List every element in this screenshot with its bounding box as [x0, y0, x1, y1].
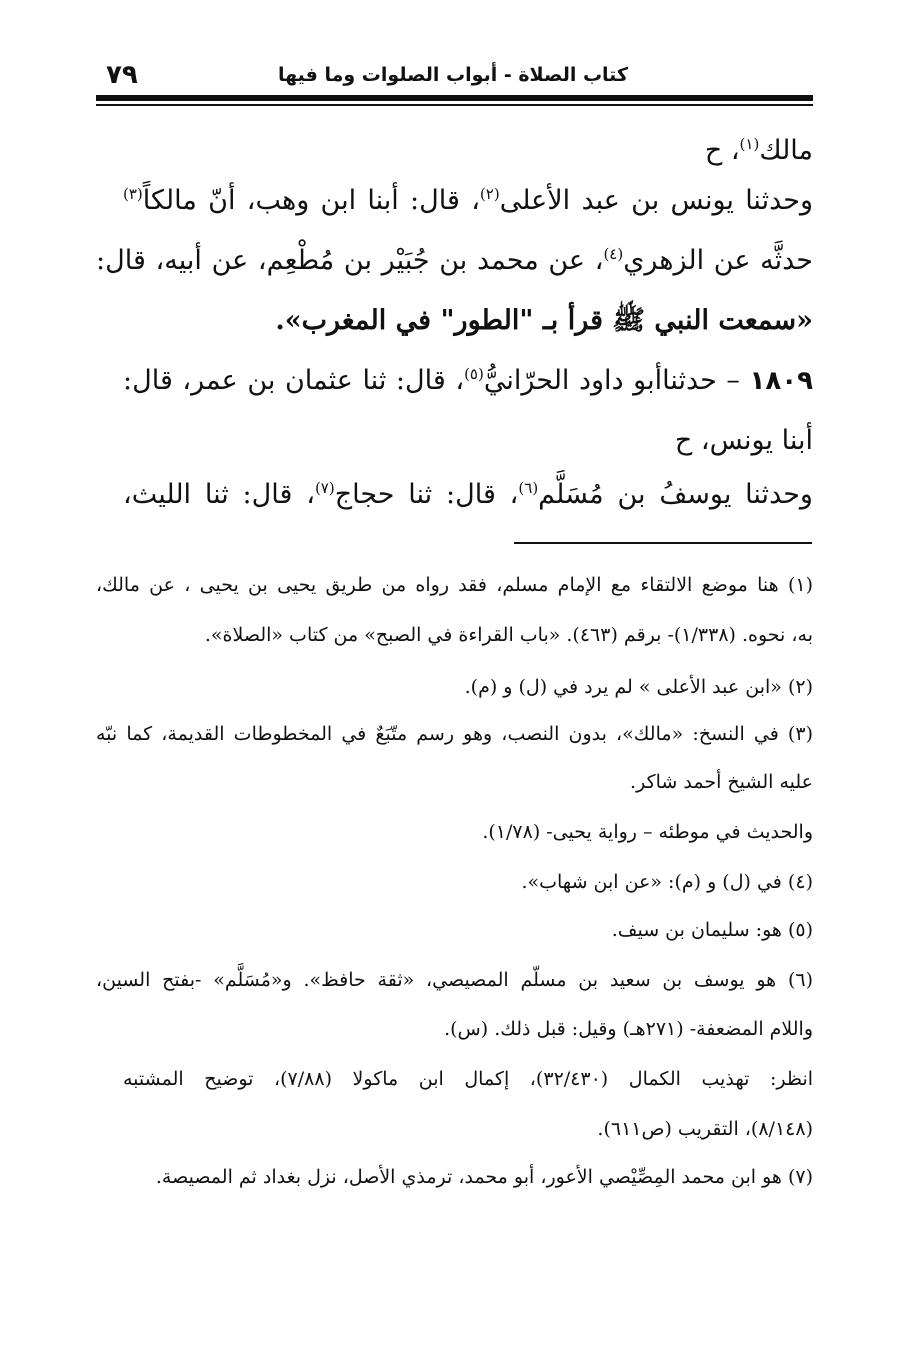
footnote-line: عليه الشيخ أحمد شاكر. — [630, 771, 813, 793]
footnote-line: واللام المضعفة- (٢٧١هـ) وقيل: قبل ذلك. (س). — [444, 1018, 813, 1040]
hadith-text: «سمعت النبي ﷺ قرأ بـ "الطور" في المغرب». — [275, 305, 813, 336]
page-header — [96, 58, 813, 96]
header-rule-thick — [96, 95, 813, 101]
footnote-line: (٣) في النسخ: «مالك»، بدون النصب، وهو رسم متّبَعٌ في المخطوطات القديمة، كما نبّه — [96, 723, 813, 745]
hadith-number: ١٨٠٩ — [749, 366, 813, 396]
text-line-2: وحدثنا يونس بن عبد الأعلى$^{(٢)}$، قال: أبنا ابن وهب، أنّ مالكاً$^{(٣)}$ — [123, 185, 813, 216]
footnote-line: (٨/١٤٨)، التقريب (ص٦١١). — [597, 1118, 813, 1140]
running-title: كتاب الصلاة - أبواب الصلوات وما فيها — [277, 64, 628, 86]
footnote-line: (١) هنا موضع الالتقاء مع الإمام مسلم، فقد رواه من طريق يحيى بن يحيى ، عن مالك، — [96, 574, 813, 596]
footnote-line: (٢) «ابن عبد الأعلى » لم يرد في (ل) و (م). — [464, 676, 813, 698]
footnote-line: (٥) هو: سليمان بن سيف. — [611, 919, 813, 941]
page-number: ٧٩ — [106, 60, 138, 90]
footnote-line: والحديث في موطئه – رواية يحيى- (١/٧٨). — [482, 821, 813, 843]
text-line-7: وحدثنا يوسفُ بن مُسَلَّم$^{(٦)}$، قال: ثنا حجاج$^{(٧)}$، قال: ثنا الليث، — [123, 479, 813, 510]
footnote-line: به، نحوه. (١/٣٣٨)- برقم (٤٦٣). «باب القراءة في الصبح» من كتاب «الصلاة». — [204, 624, 813, 646]
footnote-separator — [514, 542, 812, 544]
text-line-3: حدثَّه عن الزهري$^{(٤)}$، عن محمد بن جُبَيْر بن مُطْعِم، عن أبيه، قال: — [96, 245, 814, 276]
text-line-6: أبنا يونس، ح — [674, 425, 813, 456]
text-line-1: مالك$^{(١)}$، ح — [704, 135, 813, 166]
footnote-line: (٦) هو يوسف بن سعيد بن مسلّم المصيصي، «ثقة حافظ». و«مُسَلَّم» -بفتح السين، — [96, 969, 813, 991]
footnote-line: (٧) هو ابن محمد المِصِّيْصي الأعور، أبو محمد، ترمذي الأصل، نزل بغداد ثم المصيصة. — [155, 1166, 813, 1188]
footnote-line: (٤) في (ل) و (م): «عن ابن شهاب». — [521, 871, 813, 893]
header-rule-thin — [96, 104, 813, 106]
text-line-5: ١٨٠٩ – حدثناأبو داود الحرّانيُّ$^{(٥)}$، قال: ثنا عثمان بن عمر، قال: — [123, 365, 813, 396]
footnote-line: انظر: تهذيب الكمال (٣٢/٤٣٠)، إكمال ابن ماكولا (٧/٨٨)، توضيح المشتبه — [123, 1068, 814, 1090]
